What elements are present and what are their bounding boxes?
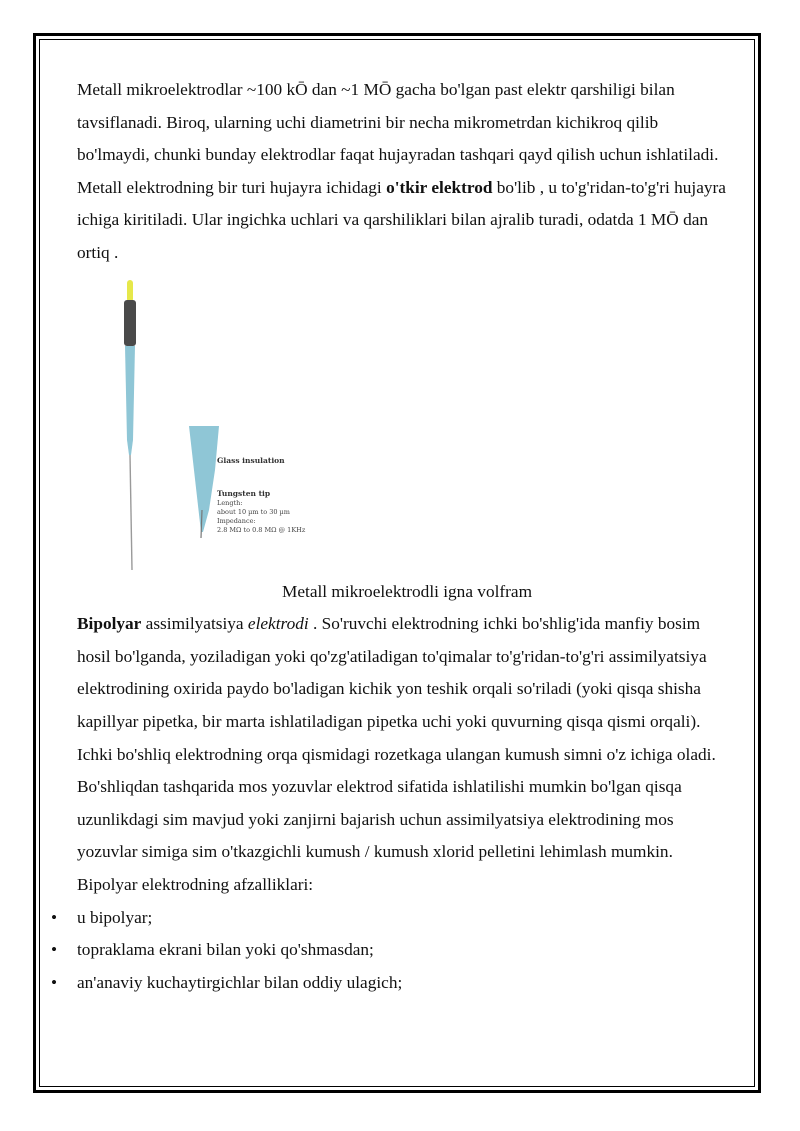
paragraph-3	[77, 608, 727, 869]
list-item: • an'anaviy kuchaytirgichlar bilan oddiy ulagich;	[77, 967, 727, 1000]
paragraph-2	[77, 172, 727, 270]
length-value: about 10 µm to 30 µm	[217, 507, 290, 516]
figure-caption: Metall mikroelektrodli igna volfram	[281, 581, 533, 601]
length-label: Length:	[217, 498, 243, 507]
glass-insulation-label: Glass insulation	[217, 455, 285, 465]
electrode-handle	[124, 300, 136, 346]
paragraph-3-mid: assimilyatsiya	[141, 614, 248, 634]
sharp-electrode-term: o'tkir elektrod	[386, 177, 493, 197]
bipolar-term: Bipolyar	[77, 614, 142, 634]
paragraph-2-end: bo'lib , u to'g'ridan-to'g'ri hujayra ichiga kiritiladi. Ular ingichka uchlari va qarshiliklari bilan ajralib turadi, odatda 1 MŌ dan ortiq .	[77, 177, 726, 262]
list-item: • topraklama ekrani bilan yoki qo'shmasdan;	[77, 934, 727, 967]
impedance-label: Impedance:	[217, 516, 256, 525]
list-item: • u bipolyar;	[77, 902, 727, 935]
paragraph-4: Bipolyar elektrodning afzalliklari:	[77, 874, 314, 894]
impedance-value: 2.8 MΩ to 0.8 MΩ @ 1KHz	[217, 525, 306, 534]
tungsten-tip-label: Tungsten tip	[217, 488, 271, 498]
electrode-yellow-tip	[127, 280, 133, 302]
electrode-glass-shaft	[125, 346, 135, 455]
electrode-figure	[77, 280, 727, 576]
paragraph-2-start: Metall elektrodning bir turi hujayra ichidagi	[77, 177, 387, 197]
electrode-needle	[130, 455, 132, 570]
electrode-term: elektrodi	[247, 614, 309, 634]
advantages-list	[77, 902, 727, 1000]
paragraph-1: Metall mikroelektrodlar ~100 kŌ dan ~1 MŌ gacha bo'lgan past elektr qarshiligi bilan tavsiflanadi. Biroq, ularning uchi diametrini bir necha mikrometrdan kichikroq qilib bo'lmaydi, chunki bunday elektrodlar faqat hujayradan tashqari qayd qilish uchun ishlatiladi.	[77, 80, 719, 165]
tungsten-electrode-image	[117, 280, 377, 572]
paragraph-3-body: . So'ruvchi elektrodning ichki bo'shlig'ida manfiy bosim hosil bo'lganda, yoziladigan yoki qo'zg'atiladigan to'qimalar to'g'ridan-to'g'ri assimilyatsiya elektrodining oxirida paydo bo'ladigan kichik yon teshik orqali so'riladi (yoki qisqa shisha kapillyar pipetka, bir marta ishlatiladigan pipetka uchi yoki quvurning qisqa qismi orqali). Ichki bo'shliq elektrodning orqa qismidagi rozetkaga ulangan kumush simni o'z ichiga oladi. Bo'shliqdan tashqarida mos yozuvlar elektrod sifatida ishlatilishi mumkin bo'lgan qisqa uzunlikdagi sim mavjud yoki zanjirni bajarish uchun assimilyatsiya elektrodining mos yozuvlar simiga sim o'tkazgichli kumush / kumush xlorid pelletini lehimlash mumkin.	[77, 614, 716, 862]
document-body	[77, 74, 727, 999]
zoomed-glass-insulation	[189, 426, 219, 532]
